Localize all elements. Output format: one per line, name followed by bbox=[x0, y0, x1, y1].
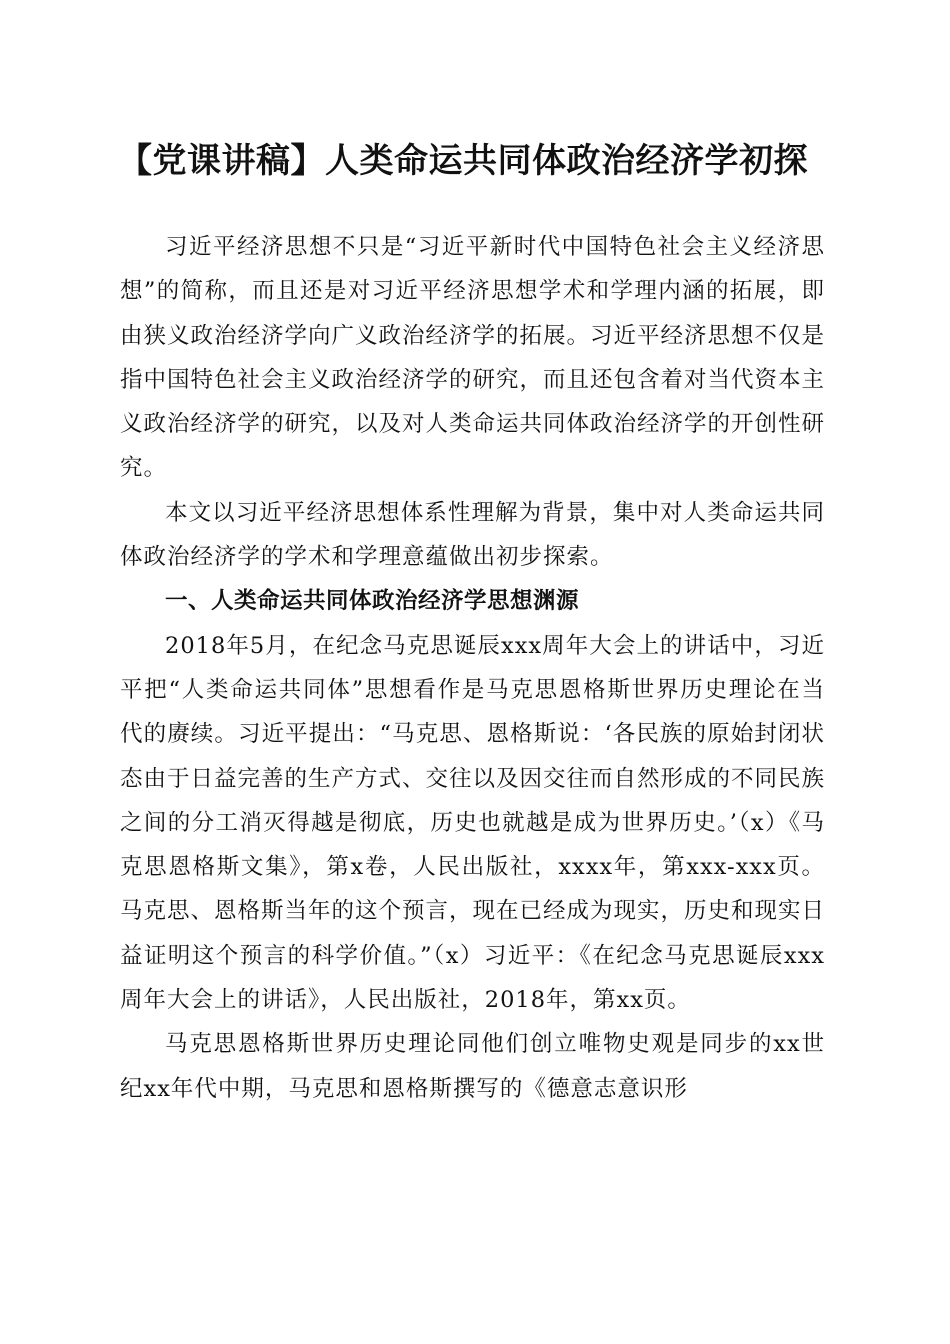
document-body bbox=[120, 225, 825, 1111]
body-paragraph: 2018年5月，在纪念马克思诞辰xxx周年大会上的讲话中，习近平把“人类命运共同体”思想看作是马克思恩格斯世界历史理论在当代的赓续。习近平提出：“马克思、恩格斯说：‘各民族的原始封闭状态由于日益完善的生产方式、交往以及因交往而自然形成的不同民族之间的分工消灭得越是彻底，历史也就越是成为世界历史。’（x）《马克思恩格斯文集》，第x卷，人民出版社，xxxx年，第xxx-xxx页。马克思、恩格斯当年的这个预言，现在已经成为现实，历史和现实日益证明这个预言的科学价值。”（x）习近平：《在纪念马克思诞辰xxx周年大会上的讲话》，人民出版社，2018年，第xx页。 bbox=[120, 632, 826, 1014]
body-paragraph: 习近平经济思想不只是“习近平新时代中国特色社会主义经济思想”的简称，而且还是对习近平经济思想学术和学理内涵的拓展，即由狭义政治经济学向广义政治经济学的拓展。习近平经济思想不仅是指中国特色社会主义政治经济学的研究，而且还包含着对当代资本主义政治经济学的研究，以及对人类命运共同体政治经济学的开创性研究。 bbox=[120, 234, 826, 482]
body-paragraph: 本文以习近平经济思想体系性理解为背景，集中对人类命运共同体政治经济学的学术和学理意蕴做出初步探索。 bbox=[120, 499, 825, 571]
section-heading: 一、人类命运共同体政治经济学思想渊源 bbox=[165, 588, 580, 615]
document-title: 【党课讲稿】人类命运共同体政治经济学初探 bbox=[118, 141, 808, 181]
body-paragraph: 马克思恩格斯世界历史理论同他们创立唯物史观是同步的xx世纪xx年代中期，马克思和恩格斯撰写的《德意志意识形 bbox=[120, 1031, 825, 1102]
